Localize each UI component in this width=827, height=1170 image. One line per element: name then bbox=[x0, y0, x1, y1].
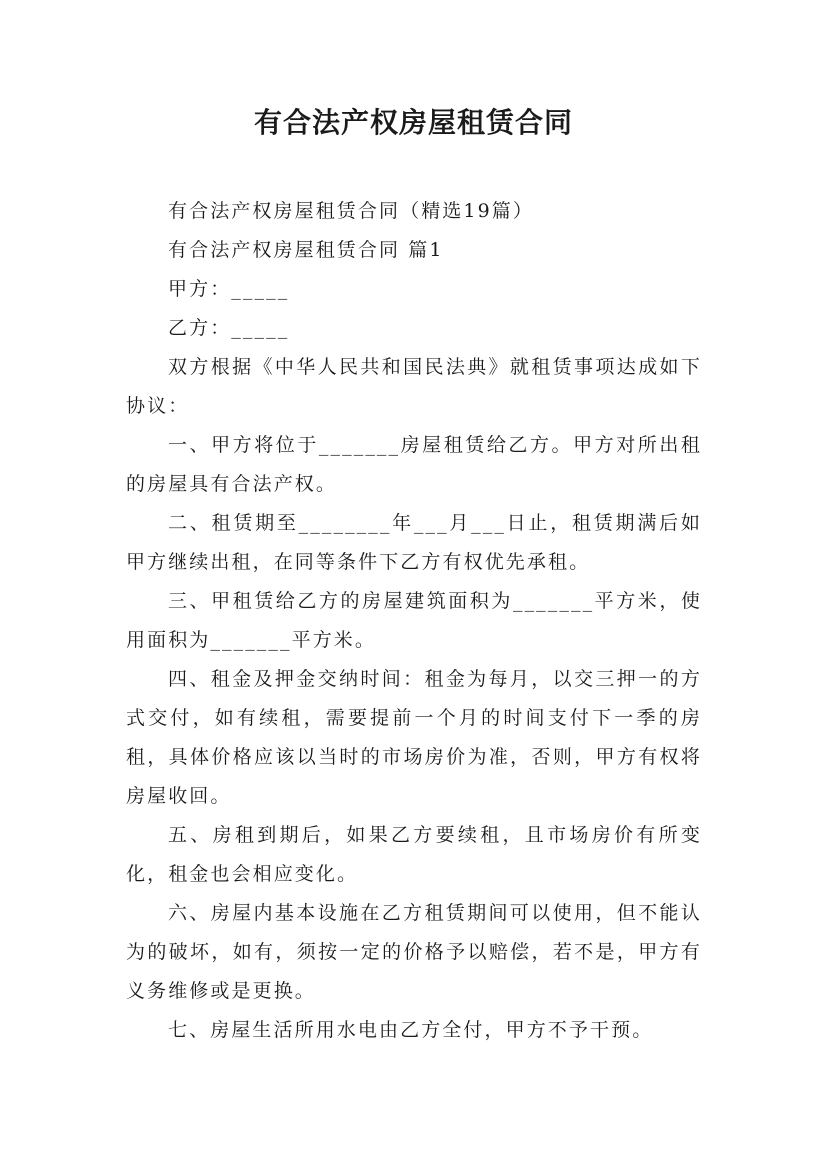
clause-5: 五、房租到期后，如果乙方要续租，且市场房价有所变化，租金也会相应变化。 bbox=[126, 824, 702, 885]
paragraph-subtitle: 有合法产权房屋租赁合同（精选19篇） bbox=[168, 200, 534, 222]
paragraph-party-a: 甲方：_____ bbox=[168, 278, 290, 300]
clause-2: 二、租赁期至________年___月___日止，租赁期满后如甲方继续出租，在同等条件下乙方有权优先承租。 bbox=[126, 512, 702, 573]
paragraph-party-b: 乙方：_____ bbox=[168, 317, 290, 339]
document-body bbox=[126, 192, 702, 1050]
clause-7: 七、房屋生活所用水电由乙方全付，甲方不予干预。 bbox=[168, 1019, 654, 1041]
paragraph-preamble: 双方根据《中华人民共和国民法典》就租赁事项达成如下协议： bbox=[126, 356, 702, 417]
paragraph-section-heading: 有合法产权房屋租赁合同 篇1 bbox=[168, 239, 444, 261]
document-title: 有合法产权房屋租赁合同 bbox=[253, 106, 573, 139]
clause-1: 一、甲方将位于_______房屋租赁给乙方。甲方对所出租的房屋具有合法产权。 bbox=[126, 434, 702, 495]
clause-4: 四、租金及押金交纳时间：租金为每月，以交三押一的方式交付，如有续租，需要提前一个月的时间支付下一季的房租，具体价格应该以当时的市场房价为准，否则，甲方有权将房屋收回。 bbox=[126, 668, 702, 807]
clause-6: 六、房屋内基本设施在乙方租赁期间可以使用，但不能认为的破坏，如有，须按一定的价格予以赔偿，若不是，甲方有义务维修或是更换。 bbox=[126, 902, 702, 1002]
clause-3: 三、甲租赁给乙方的房屋建筑面积为_______平方米，使用面积为_______平方米。 bbox=[126, 590, 702, 651]
